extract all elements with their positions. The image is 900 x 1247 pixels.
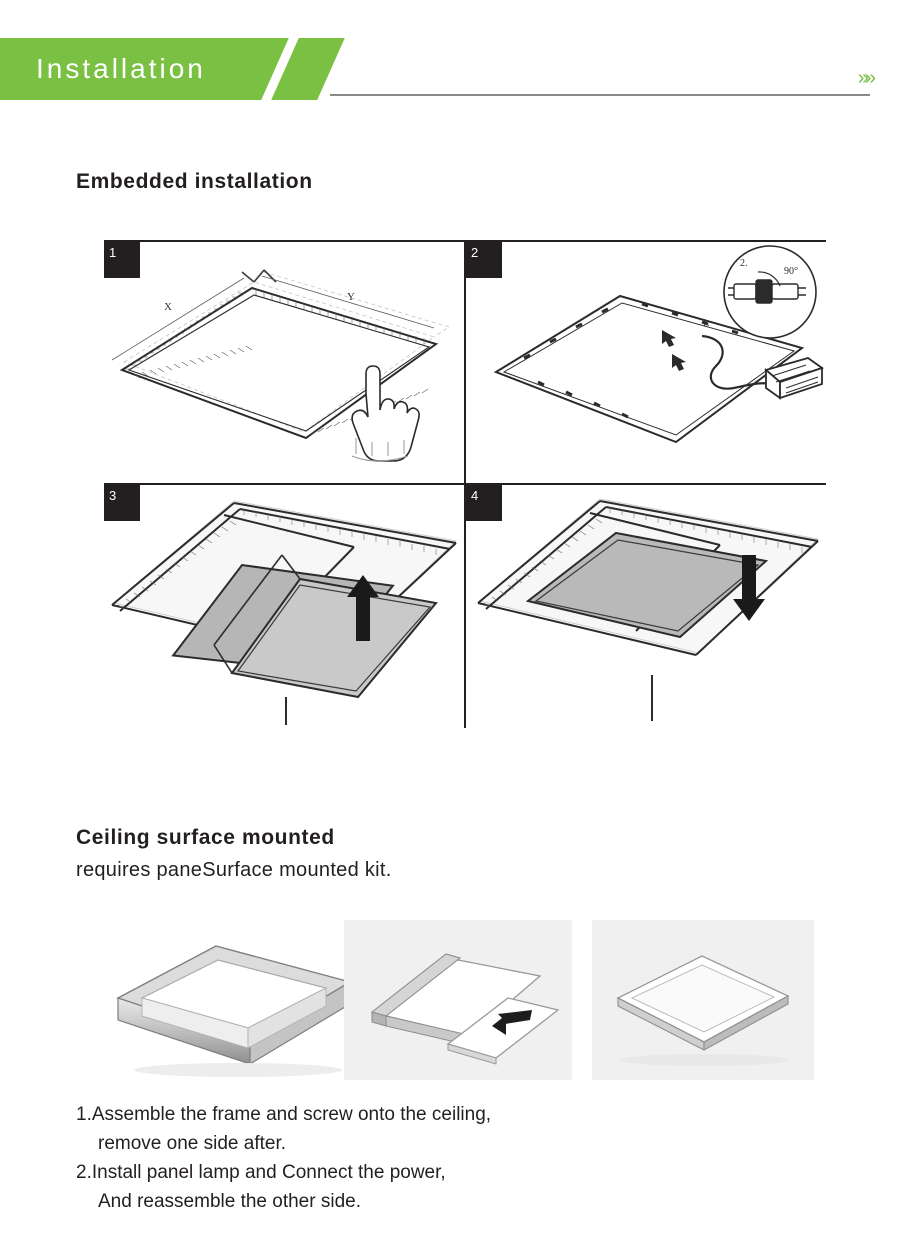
step-4-illustration	[466, 485, 826, 728]
step-2-number: 2	[466, 242, 502, 278]
surface-mount-instructions	[76, 1100, 776, 1216]
photo-surface-mount-frame-kit	[98, 920, 370, 1080]
step-3-illustration	[104, 485, 462, 728]
page-title: Installation	[36, 53, 206, 84]
callout-label-1: 1.	[702, 318, 710, 329]
embedded-section-title: Embedded installation	[76, 170, 313, 193]
photo-panel-sliding-into-frame	[344, 920, 572, 1080]
ceiling-section-title: Ceiling surface mounted	[76, 826, 335, 849]
dimension-label-y: Y	[347, 291, 355, 303]
dimension-label-x: X	[164, 301, 172, 313]
page-header	[0, 38, 900, 100]
panel-insert-illustration	[344, 920, 572, 1080]
instruction-line-1: 1.Assemble the frame and screw onto the ceiling,	[76, 1104, 492, 1125]
surface-mount-frame-illustration	[98, 920, 370, 1080]
step-2-illustration	[466, 242, 826, 483]
surface-mount-photo-row	[76, 920, 824, 1080]
diagram-step-1	[104, 242, 462, 483]
callout-label-2: 2.	[740, 258, 748, 269]
callout-angle-label: 90°	[784, 266, 798, 277]
photo-assembled-surface-mounted-panel	[592, 920, 814, 1080]
instruction-line-3: 2.Install panel lamp and Connect the power,	[76, 1162, 446, 1183]
instruction-line-2: remove one side after.	[98, 1133, 286, 1154]
header-rule	[330, 94, 870, 96]
diagram-step-2	[466, 242, 826, 483]
diagram-step-3	[104, 485, 462, 728]
assembled-panel-illustration	[592, 920, 814, 1080]
ceiling-section-subtitle: requires paneSurface mounted kit.	[76, 859, 392, 881]
step-3-number: 3	[104, 485, 140, 521]
step-1-illustration	[104, 242, 462, 483]
diagram-step-4	[466, 485, 826, 728]
step-1-number: 1	[104, 242, 140, 278]
step-4-number: 4	[466, 485, 502, 521]
embedded-installation-diagram	[104, 240, 826, 730]
chevron-double-right-icon: »»	[857, 67, 872, 89]
instruction-line-4: And reassemble the other side.	[98, 1191, 361, 1212]
